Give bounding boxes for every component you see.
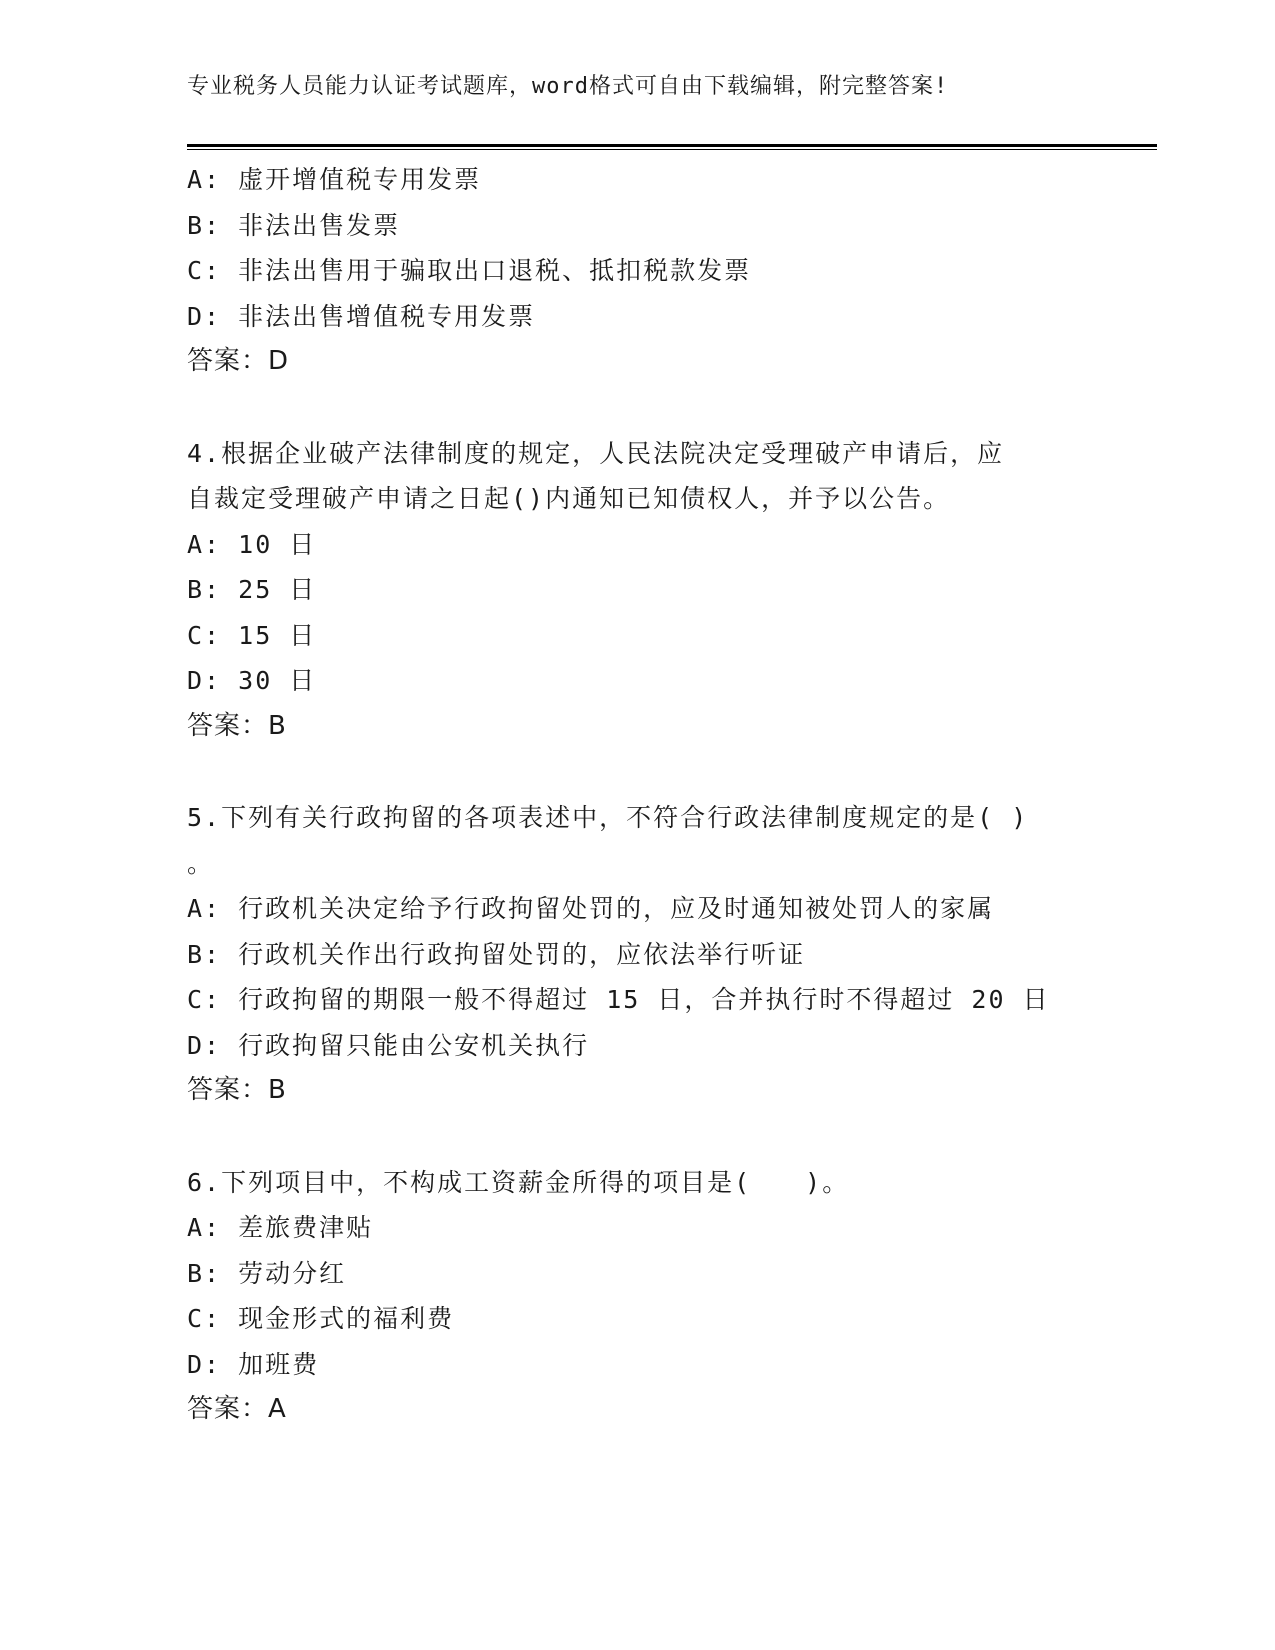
question-text: 。 (187, 848, 215, 878)
question-6 (187, 1160, 1137, 1433)
answer: 答案：B (187, 1075, 287, 1105)
option-c: C: 行政拘留的期限一般不得超过 15 日，合并执行时不得超过 20 日 (187, 985, 1050, 1014)
option-d: D: 加班费 (187, 1349, 320, 1379)
option-a: A: 虚开增值税专用发票 (187, 165, 482, 194)
question-4 (187, 431, 1137, 750)
option-c: C: 15 日 (187, 620, 317, 650)
question-text: 6.下列项目中，不构成工资薪金所得的项目是( )。 (187, 1167, 850, 1197)
option-c: C: 现金形式的福利费 (187, 1304, 455, 1333)
option-a: A: 差旅费津贴 (187, 1213, 374, 1242)
option-d: D: 非法出售增值税专用发票 (187, 301, 536, 331)
spacer (187, 1114, 1137, 1160)
spacer (187, 385, 1137, 431)
answer: 答案：A (187, 1394, 287, 1424)
option-b: B: 非法出售发票 (187, 210, 401, 240)
option-b: B: 劳动分红 (187, 1258, 347, 1288)
option-d: D: 行政拘留只能由公安机关执行 (187, 1030, 590, 1060)
option-a: A: 行政机关决定给予行政拘留处罚的，应及时通知被处罚人的家属 (187, 894, 995, 923)
option-b: B: 行政机关作出行政拘留处罚的，应依法举行听证 (187, 939, 806, 969)
question-3-continuation (187, 157, 1137, 385)
page-header: 专业税务人员能力认证考试题库，word格式可自由下载编辑，附完整答案! (187, 74, 949, 99)
question-5 (187, 795, 1137, 1114)
option-a: A: 10 日 (187, 529, 317, 559)
question-text: 4.根据企业破产法律制度的规定，人民法院决定受理破产申请后，应 (187, 438, 1005, 468)
question-text: 5.下列有关行政拘留的各项表述中，不符合行政法律制度规定的是( ) (187, 803, 1029, 832)
question-content (187, 157, 1137, 1433)
question-text: 自裁定受理破产申请之日起()内通知已知债权人，并予以公告。 (187, 484, 951, 513)
option-d: D: 30 日 (187, 666, 317, 695)
answer: 答案：B (187, 710, 287, 741)
spacer (187, 749, 1137, 795)
header-rule-thick (187, 144, 1157, 147)
header-rule-thin (187, 149, 1157, 150)
option-b: B: 25 日 (187, 575, 317, 604)
answer: 答案：D (187, 346, 290, 376)
option-c: C: 非法出售用于骗取出口退税、抵扣税款发票 (187, 256, 752, 285)
